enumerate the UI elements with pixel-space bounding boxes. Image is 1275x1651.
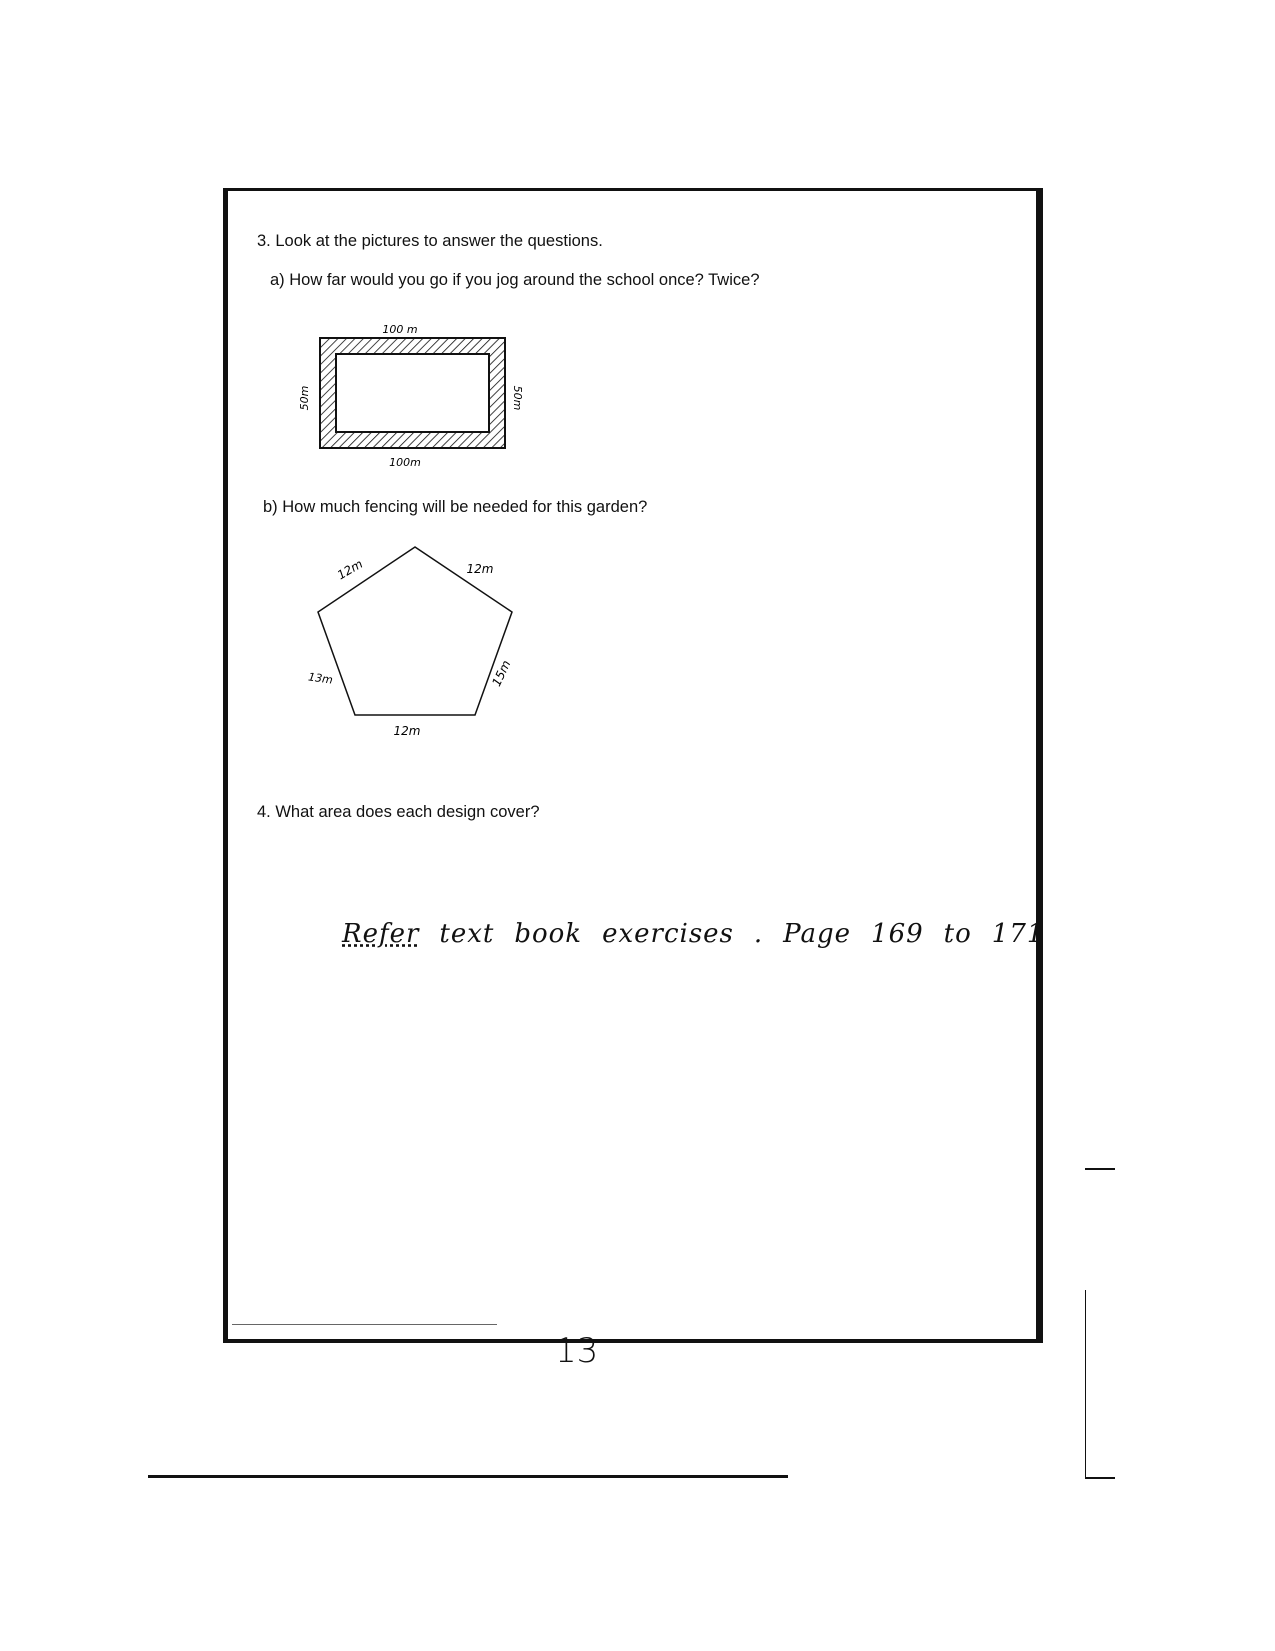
note-word: to (943, 919, 972, 949)
rect-label-top: 100 m (382, 323, 418, 336)
note-word: book (514, 919, 583, 949)
note-word: Refer (342, 919, 420, 949)
note-word: exercises (602, 919, 734, 949)
pent-label-right: 15m (489, 658, 514, 689)
note-word: 169 (871, 919, 924, 949)
note-word: 171 (991, 919, 1045, 949)
school-rectangle-figure (290, 318, 530, 478)
garden-pentagon-figure (290, 535, 530, 745)
bottom-scan-line (148, 1475, 788, 1478)
page-number: 13 (555, 1331, 599, 1371)
question-3-heading: 3. Look at the pictures to answer the questions. (257, 232, 603, 250)
pent-label-top-left: 12m (334, 556, 366, 583)
right-scan-vertical (1085, 1290, 1086, 1478)
question-3b-text: b) How much fencing will be needed for this garden? (263, 498, 648, 516)
note-word: . (753, 919, 764, 949)
handwritten-note (342, 919, 1064, 949)
rect-label-right: 50m (511, 385, 524, 411)
pent-label-top-right: 12m (466, 562, 494, 576)
pent-label-bottom: 12m (393, 724, 421, 738)
question-3a-text: a) How far would you go if you jog around the school once? Twice? (270, 271, 760, 289)
pent-label-left: 13m (307, 670, 334, 687)
right-scan-corner (1085, 1477, 1115, 1479)
note-word: text (439, 919, 495, 949)
frame-bottom-artifact (232, 1324, 497, 1325)
question-4-text: 4. What area does each design cover? (257, 803, 540, 821)
rect-label-left: 50m (298, 385, 311, 411)
rect-label-bottom: 100m (389, 456, 421, 469)
right-scan-mark (1085, 1168, 1115, 1170)
note-word: Page (783, 919, 852, 949)
